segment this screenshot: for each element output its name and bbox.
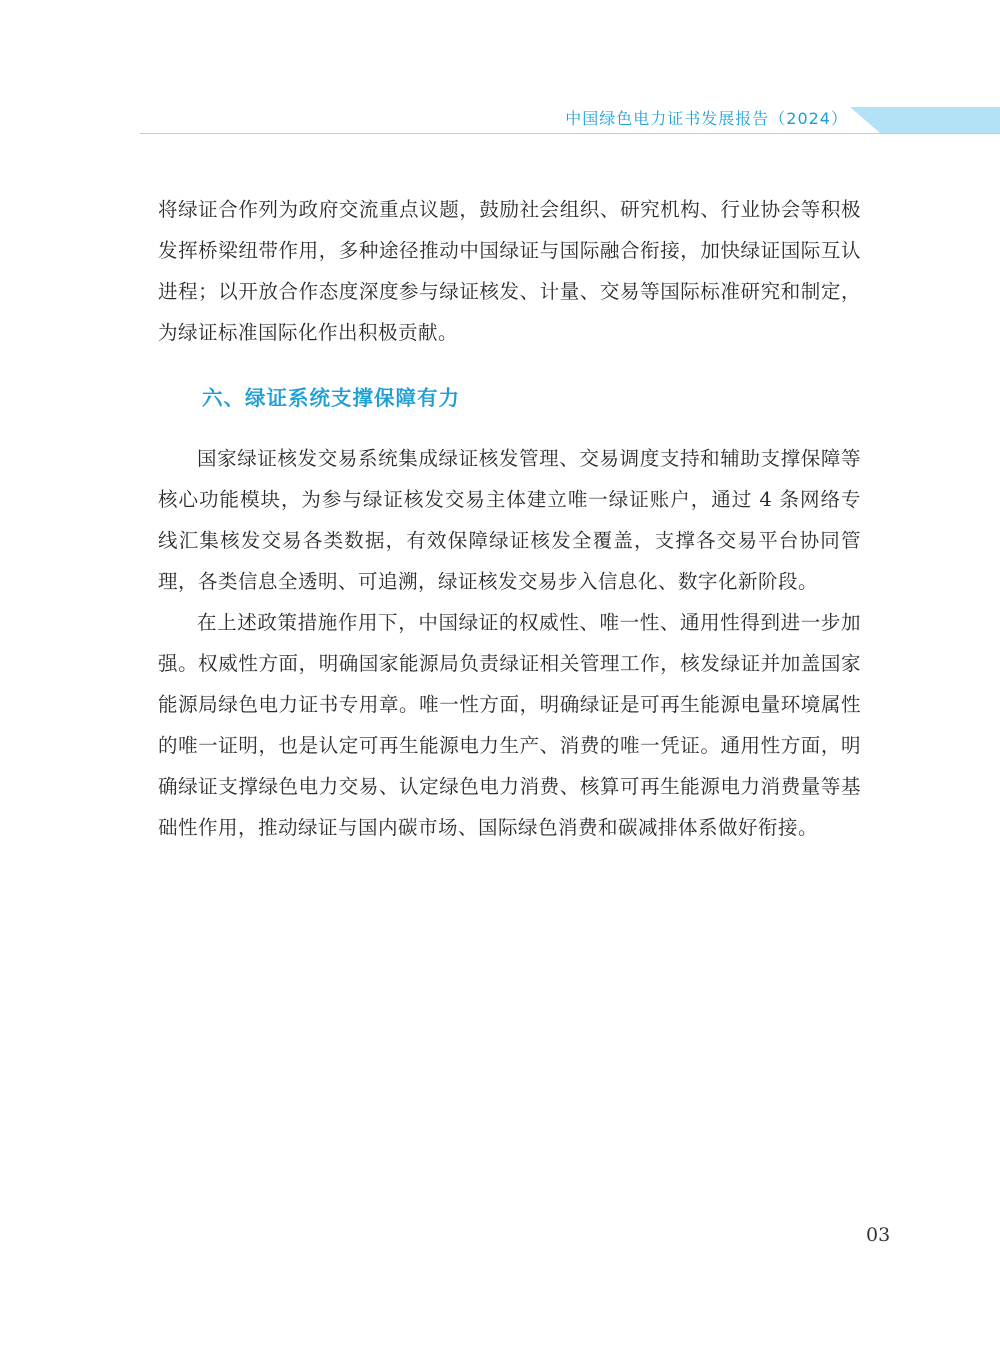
- page-body: [158, 189, 861, 848]
- page-number: 03: [866, 1224, 891, 1246]
- header-tab-decoration: [850, 107, 1000, 133]
- intro-paragraph: 将绿证合作列为政府交流重点议题，鼓励社会组织、研究机构、行业协会等积极发挥桥梁纽带作用，多种途径推动中国绿证与国际融合衔接，加快绿证国际互认进程；以开放合作态度深度参与绿证核发、计量、交易等国际标准研究和制定，为绿证标准国际化作出积极贡献。: [158, 198, 861, 344]
- body-paragraph-policy-effects: 在上述政策措施作用下，中国绿证的权威性、唯一性、通用性得到进一步加强。权威性方面，明确国家能源局负责绿证相关管理工作，核发绿证并加盖国家能源局绿色电力证书专用章。唯一性方面，明确绿证是可再生能源电量环境属性的唯一证明，也是认定可再生能源电力生产、消费的唯一凭证。通用性方面，明确绿证支撑绿色电力交易、认定绿色电力消费、核算可再生能源电力消费量等基础性作用，推动绿证与国内碳市场、国际绿色消费和碳减排体系做好衔接。: [158, 611, 861, 839]
- section-heading: 六、绿证系统支撑保障有力: [202, 386, 460, 410]
- header-rule: [140, 133, 1000, 134]
- running-header: [0, 100, 1000, 134]
- report-title: 中国绿色电力证书发展报告（2024）: [565, 109, 848, 128]
- body-paragraph-system: 国家绿证核发交易系统集成绿证核发管理、交易调度支持和辅助支撑保障等核心功能模块，为参与绿证核发交易主体建立唯一绿证账户，通过 4 条网络专线汇集核发交易各类数据，有效保障绿证核发全覆盖，支撑各交易平台协同管理，各类信息全透明、可追溯，绿证核发交易步入信息化、数字化新阶段。: [158, 447, 861, 593]
